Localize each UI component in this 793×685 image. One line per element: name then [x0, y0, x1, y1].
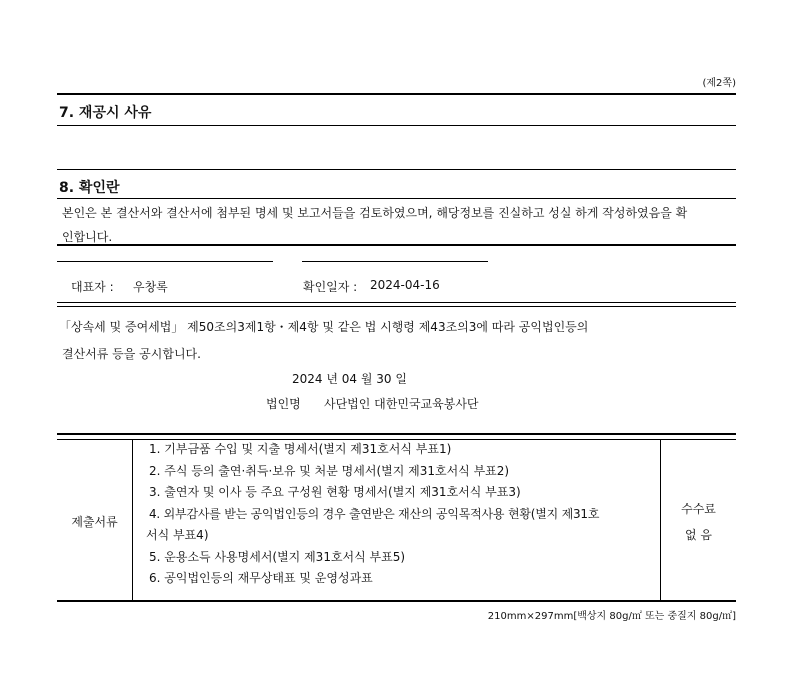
list-item: 4. 외부감사를 받는 공익법인등의 경우 출연받은 재산의 공익목적사용 현황(별지 제31호	[149, 507, 600, 521]
signature-line	[302, 261, 488, 262]
list-item: 2. 주식 등의 출연·취득·보유 및 처분 명세서(별지 제31호서식 부표2)	[149, 464, 510, 478]
section-7-title: 7. 재공시 사유	[59, 105, 152, 121]
list-item: 5. 운용소득 사용명세서(별지 제31호서식 부표5)	[149, 550, 406, 564]
announcement-line1: 「상속세 및 증여세법」 제50조의3제1항・제4항 및 같은 법 시행령 제43조의3에 따라 공익법인등의	[59, 320, 589, 334]
list-item: 서식 부표4)	[146, 528, 209, 542]
divider	[57, 244, 736, 246]
list-item: 6. 공익법인등의 재무상태표 및 운영성과표	[149, 571, 373, 585]
corp-name: 사단법인 대한민국교육봉사단	[324, 397, 479, 411]
table-divider	[660, 439, 661, 601]
divider	[57, 306, 736, 307]
corp-label: 법인명	[266, 397, 301, 411]
fee-label: 수수료	[681, 502, 716, 516]
table-top-border	[57, 433, 736, 435]
representative-label: 대표자 :	[71, 280, 114, 294]
announcement-line2: 결산서류 등을 공시합니다.	[62, 347, 201, 361]
list-item: 1. 기부금품 수입 및 지출 명세서(별지 제31호서식 부표1)	[149, 442, 452, 456]
table-divider	[132, 439, 133, 601]
signature-line	[57, 261, 273, 262]
submission-label: 제출서류	[71, 515, 118, 529]
divider	[57, 169, 736, 170]
list-item: 3. 출연자 및 이사 등 주요 구성원 현황 명세서(별지 제31호서식 부표3)	[149, 485, 521, 499]
section-8-title: 8. 확인란	[59, 180, 120, 196]
divider	[57, 93, 736, 95]
divider	[57, 198, 736, 199]
page-marker: (제2쪽)	[702, 78, 736, 89]
confirm-text-line1: 본인은 본 결산서와 결산서에 첨부된 명세 및 보고서들을 검토하였으며, 해당정보를 진실하고 성실 하게 작성하였음을 확	[62, 206, 688, 220]
confirm-date-label: 확인일자 :	[303, 280, 358, 294]
divider	[57, 302, 736, 303]
divider	[57, 125, 736, 126]
paper-spec-footer: 210mm×297mm[백상지 80g/㎡ 또는 중질지 80g/㎡]	[487, 611, 736, 622]
table-bottom-border	[57, 600, 736, 602]
representative-name: 우창록	[133, 280, 168, 294]
announcement-date: 2024 년 04 월 30 일	[292, 372, 407, 386]
confirm-date: 2024-04-16	[370, 278, 440, 292]
fee-value: 없 음	[685, 528, 712, 542]
confirm-text-line2: 인합니다.	[62, 230, 113, 244]
